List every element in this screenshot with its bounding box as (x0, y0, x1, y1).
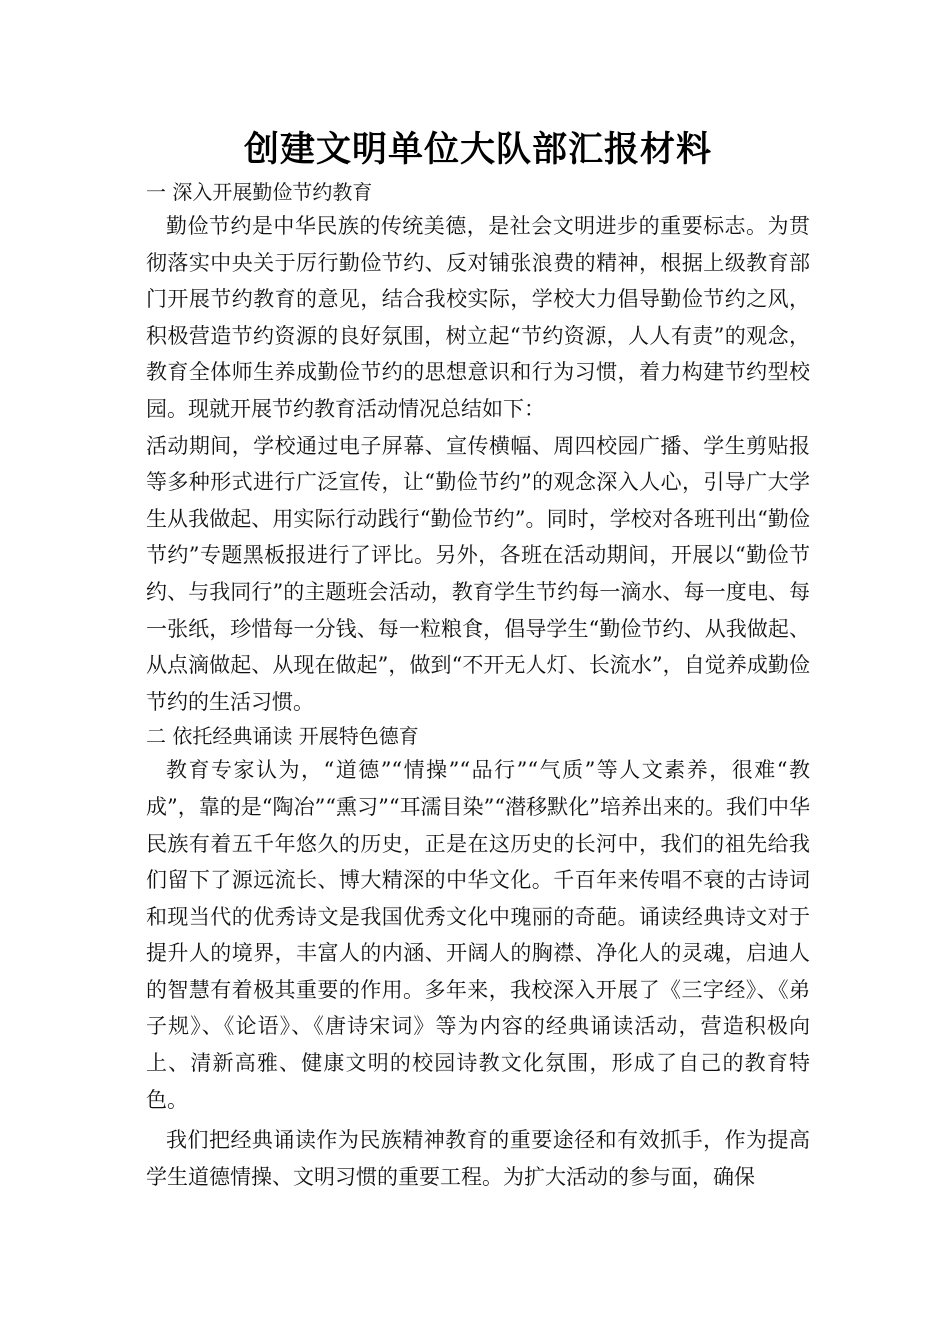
document-title: 创建文明单位大队部汇报材料 (243, 130, 712, 170)
section-1-paragraph-1: 勤俭节约是中华民族的传统美德，是社会文明进步的重要标志。为贯彻落实中央关于厉行勤俭节约、反对铺张浪费的精神，根据上级教育部门开展节约教育的意见，结合我校实际，学校大力倡导勤俭节约之风，积极营造节约资源的良好氛围，树立起“节约资源，人人有责”的观念，教育全体师生养成勤俭节约的思想意识和行为习惯，着力构建节约型校园。现就开展节约教育活动情况总结如下： (146, 214, 810, 421)
section-2-paragraph-1: 教育专家认为，“道德”“情操”“品行”“气质”等人文素养，很难“教成”，靠的是“陶冶”“熏习”“耳濡目染”“潜移默化”培养出来的。我们中华民族有着五千年悠久的历史，正是在这历史的长河中，我们的祖先给我们留下了源远流长、博大精深的中华文化。千百年来传唱不衰的古诗词和现当代的优秀诗文是我国优秀文化中瑰丽的奇葩。诵读经典诗文对于提升人的境界，丰富人的内涵、开阔人的胸襟、净化人的灵魂，启迪人的智慧有着极其重要的作用。多年来，我校深入开展了《三字经》、《弟子规》、《论语》、《唐诗宋词》等为内容的经典诵读活动，营造积极向上、清新高雅、健康文明的校园诗教文化氛围，形成了自己的教育特色。 (146, 758, 810, 1112)
section-2-heading: 二 依托经典诵读 开展特色德育 (146, 724, 419, 749)
section-1-heading: 一 深入开展勤俭节约教育 (146, 180, 373, 204)
section-2-paragraph-2: 我们把经典诵读作为民族精神教育的重要途径和有效抓手，作为提高学生道德情操、文明习惯的重要工程。为扩大活动的参与面，确保 (146, 1128, 810, 1189)
document-body (146, 124, 810, 1195)
section-1-paragraph-2: 活动期间，学校通过电子屏幕、宣传横幅、周四校园广播、学生剪贴报等多种形式进行广泛宣传，让“勤俭节约”的观念深入人心，引导广大学生从我做起、用实际行动践行“勤俭节约”。同时，学校对各班刊出“勤俭节约”专题黑板报进行了评比。另外，各班在活动期间，开展以“勤俭节约、与我同行”的主题班会活动，教育学生节约每一滴水、每一度电、每一张纸，珍惜每一分钱、每一粒粮食，倡导学生“勤俭节约、从我做起、从点滴做起、从现在做起”，做到“不开无人灯、长流水”，自觉养成勤俭节约的生活习惯。 (146, 433, 810, 714)
